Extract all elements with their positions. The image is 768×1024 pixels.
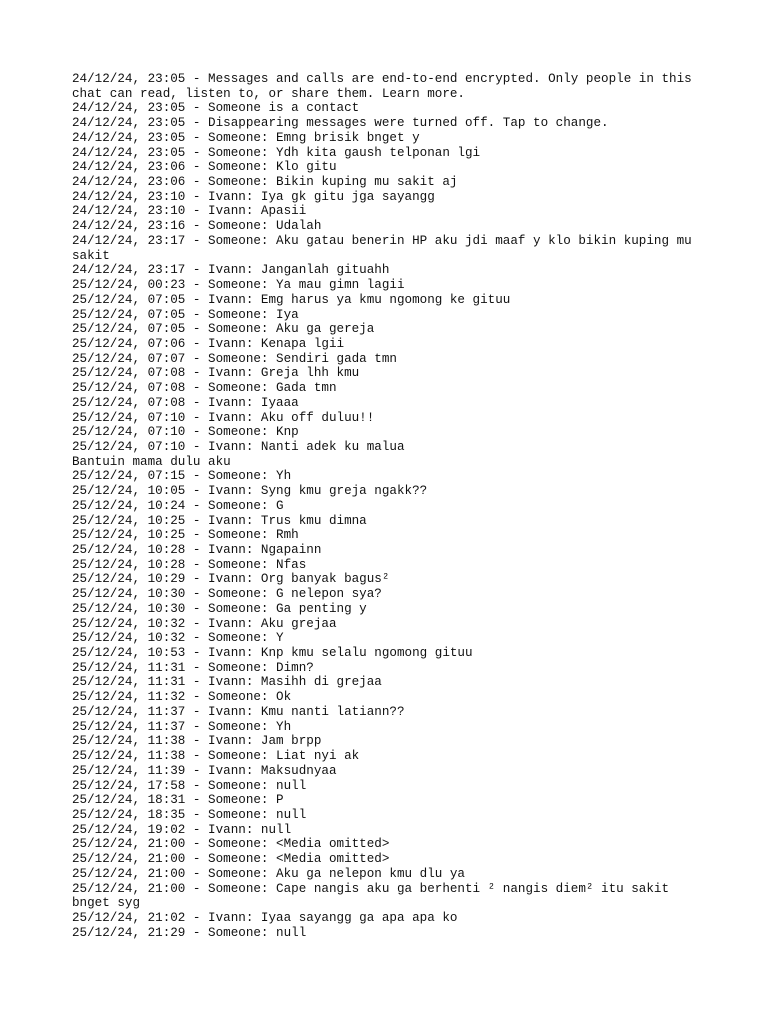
chat-line: chat can read, listen to, or share them. Learn more. [72, 86, 465, 101]
chat-line: 24/12/24, 23:05 - Messages and calls are end-to-end encrypted. Only people in this [72, 72, 692, 86]
chat-line: 25/12/24, 21:00 - Someone: <Media omitted> [72, 852, 390, 867]
chat-line: 25/12/24, 21:00 - Someone: Aku ga nelepon kmu dlu ya [72, 866, 465, 881]
chat-line: 25/12/24, 10:32 - Someone: Y [72, 631, 284, 646]
chat-line: 25/12/24, 07:10 - Ivann: Nanti adek ku malua [72, 439, 405, 454]
chat-line: 25/12/24, 10:28 - Someone: Nfas [72, 557, 307, 572]
chat-line: 24/12/24, 23:17 - Someone: Aku gatau benerin HP aku jdi maaf y klo bikin kuping mu [72, 233, 692, 248]
chat-line: 25/12/24, 19:02 - Ivann: null [72, 822, 292, 837]
chat-line: 25/12/24, 07:10 - Ivann: Aku off duluu!! [72, 410, 375, 425]
chat-line: sakit [72, 248, 110, 263]
chat-line: 25/12/24, 21:00 - Someone: <Media omitted> [72, 837, 390, 852]
chat-line: 25/12/24, 10:30 - Someone: Ga penting y [72, 601, 367, 616]
chat-line: 24/12/24, 23:05 - Someone: Ydh kita gaush telponan lgi [72, 145, 481, 160]
chat-line: 25/12/24, 11:37 - Ivann: Kmu nanti latiann?? [72, 704, 405, 719]
chat-line: 25/12/24, 21:00 - Someone: Cape nangis aku ga berhenti ² nangis diem² itu sakit [72, 881, 670, 896]
chat-line: 25/12/24, 10:05 - Ivann: Syng kmu greja ngakk?? [72, 484, 428, 499]
chat-line: 24/12/24, 23:16 - Someone: Udalah [72, 219, 322, 234]
chat-line: 25/12/24, 11:37 - Someone: Yh [72, 719, 292, 734]
chat-line: 25/12/24, 11:39 - Ivann: Maksudnyaa [72, 763, 337, 778]
chat-line: 25/12/24, 10:28 - Ivann: Ngapainn [72, 543, 322, 557]
chat-line: 25/12/24, 00:23 - Someone: Ya mau gimn lagii [72, 278, 405, 293]
chat-line: 25/12/24, 18:31 - Someone: P [72, 793, 284, 808]
chat-line: 25/12/24, 07:08 - Ivann: Iyaaa [72, 395, 299, 410]
chat-line: 25/12/24, 10:32 - Ivann: Aku grejaa [72, 616, 337, 631]
chat-line: 24/12/24, 23:17 - Ivann: Janganlah gituahh [72, 263, 390, 278]
chat-line: 25/12/24, 21:02 - Ivann: Iyaa sayangg ga apa apa ko [72, 910, 458, 925]
chat-line: 25/12/24, 10:29 - Ivann: Org banyak bagus² [72, 572, 390, 587]
chat-line: bnget syg [72, 896, 141, 911]
chat-line: 25/12/24, 07:15 - Someone: Yh [72, 469, 292, 484]
chat-line: 25/12/24, 10:25 - Someone: Rmh [72, 528, 299, 543]
chat-line: 25/12/24, 07:05 - Someone: Aku ga gereja [72, 322, 375, 337]
chat-line: 25/12/24, 07:05 - Ivann: Emg harus ya kmu ngomong ke gituu [72, 292, 511, 307]
chat-line: 24/12/24, 23:06 - Someone: Klo gitu [72, 160, 337, 175]
chat-line: Bantuin mama dulu aku [72, 454, 231, 469]
chat-line: 25/12/24, 07:05 - Someone: Iya [72, 307, 299, 322]
chat-line: 25/12/24, 11:31 - Someone: Dimn? [72, 660, 314, 675]
chat-line: 24/12/24, 23:05 - Someone: Emng brisik bnget y [72, 130, 420, 145]
chat-line: 25/12/24, 21:29 - Someone: null [72, 925, 307, 940]
chat-line: 25/12/24, 11:31 - Ivann: Masihh di grejaa [72, 675, 382, 690]
chat-export-document [72, 72, 702, 940]
chat-line: 24/12/24, 23:10 - Ivann: Apasii [72, 204, 307, 219]
chat-line: 25/12/24, 07:08 - Someone: Gada tmn [72, 381, 337, 396]
chat-line: 25/12/24, 07:06 - Ivann: Kenapa lgii [72, 336, 345, 351]
chat-line: 25/12/24, 07:08 - Ivann: Greja lhh kmu [72, 366, 360, 381]
chat-line: 25/12/24, 11:38 - Ivann: Jam brpp [72, 734, 322, 749]
chat-line: 25/12/24, 07:07 - Someone: Sendiri gada tmn [72, 351, 397, 366]
chat-line: 25/12/24, 18:35 - Someone: null [72, 807, 307, 822]
chat-line: 25/12/24, 10:53 - Ivann: Knp kmu selalu ngomong gituu [72, 646, 473, 661]
chat-line: 24/12/24, 23:05 - Someone is a contact [72, 101, 360, 116]
chat-line: 25/12/24, 10:24 - Someone: G [72, 498, 284, 513]
chat-line: 25/12/24, 17:58 - Someone: null [72, 778, 307, 793]
chat-line: 25/12/24, 07:10 - Someone: Knp [72, 425, 299, 440]
chat-line: 24/12/24, 23:10 - Ivann: Iya gk gitu jga sayangg [72, 189, 435, 204]
chat-line: 25/12/24, 10:25 - Ivann: Trus kmu dimna [72, 513, 367, 528]
chat-line: 24/12/24, 23:06 - Someone: Bikin kuping mu sakit aj [72, 175, 458, 190]
chat-line: 25/12/24, 10:30 - Someone: G nelepon sya? [72, 587, 382, 602]
chat-line: 24/12/24, 23:05 - Disappearing messages were turned off. Tap to change. [72, 116, 609, 131]
chat-line: 25/12/24, 11:32 - Someone: Ok [72, 690, 292, 705]
chat-line: 25/12/24, 11:38 - Someone: Liat nyi ak [72, 749, 360, 764]
